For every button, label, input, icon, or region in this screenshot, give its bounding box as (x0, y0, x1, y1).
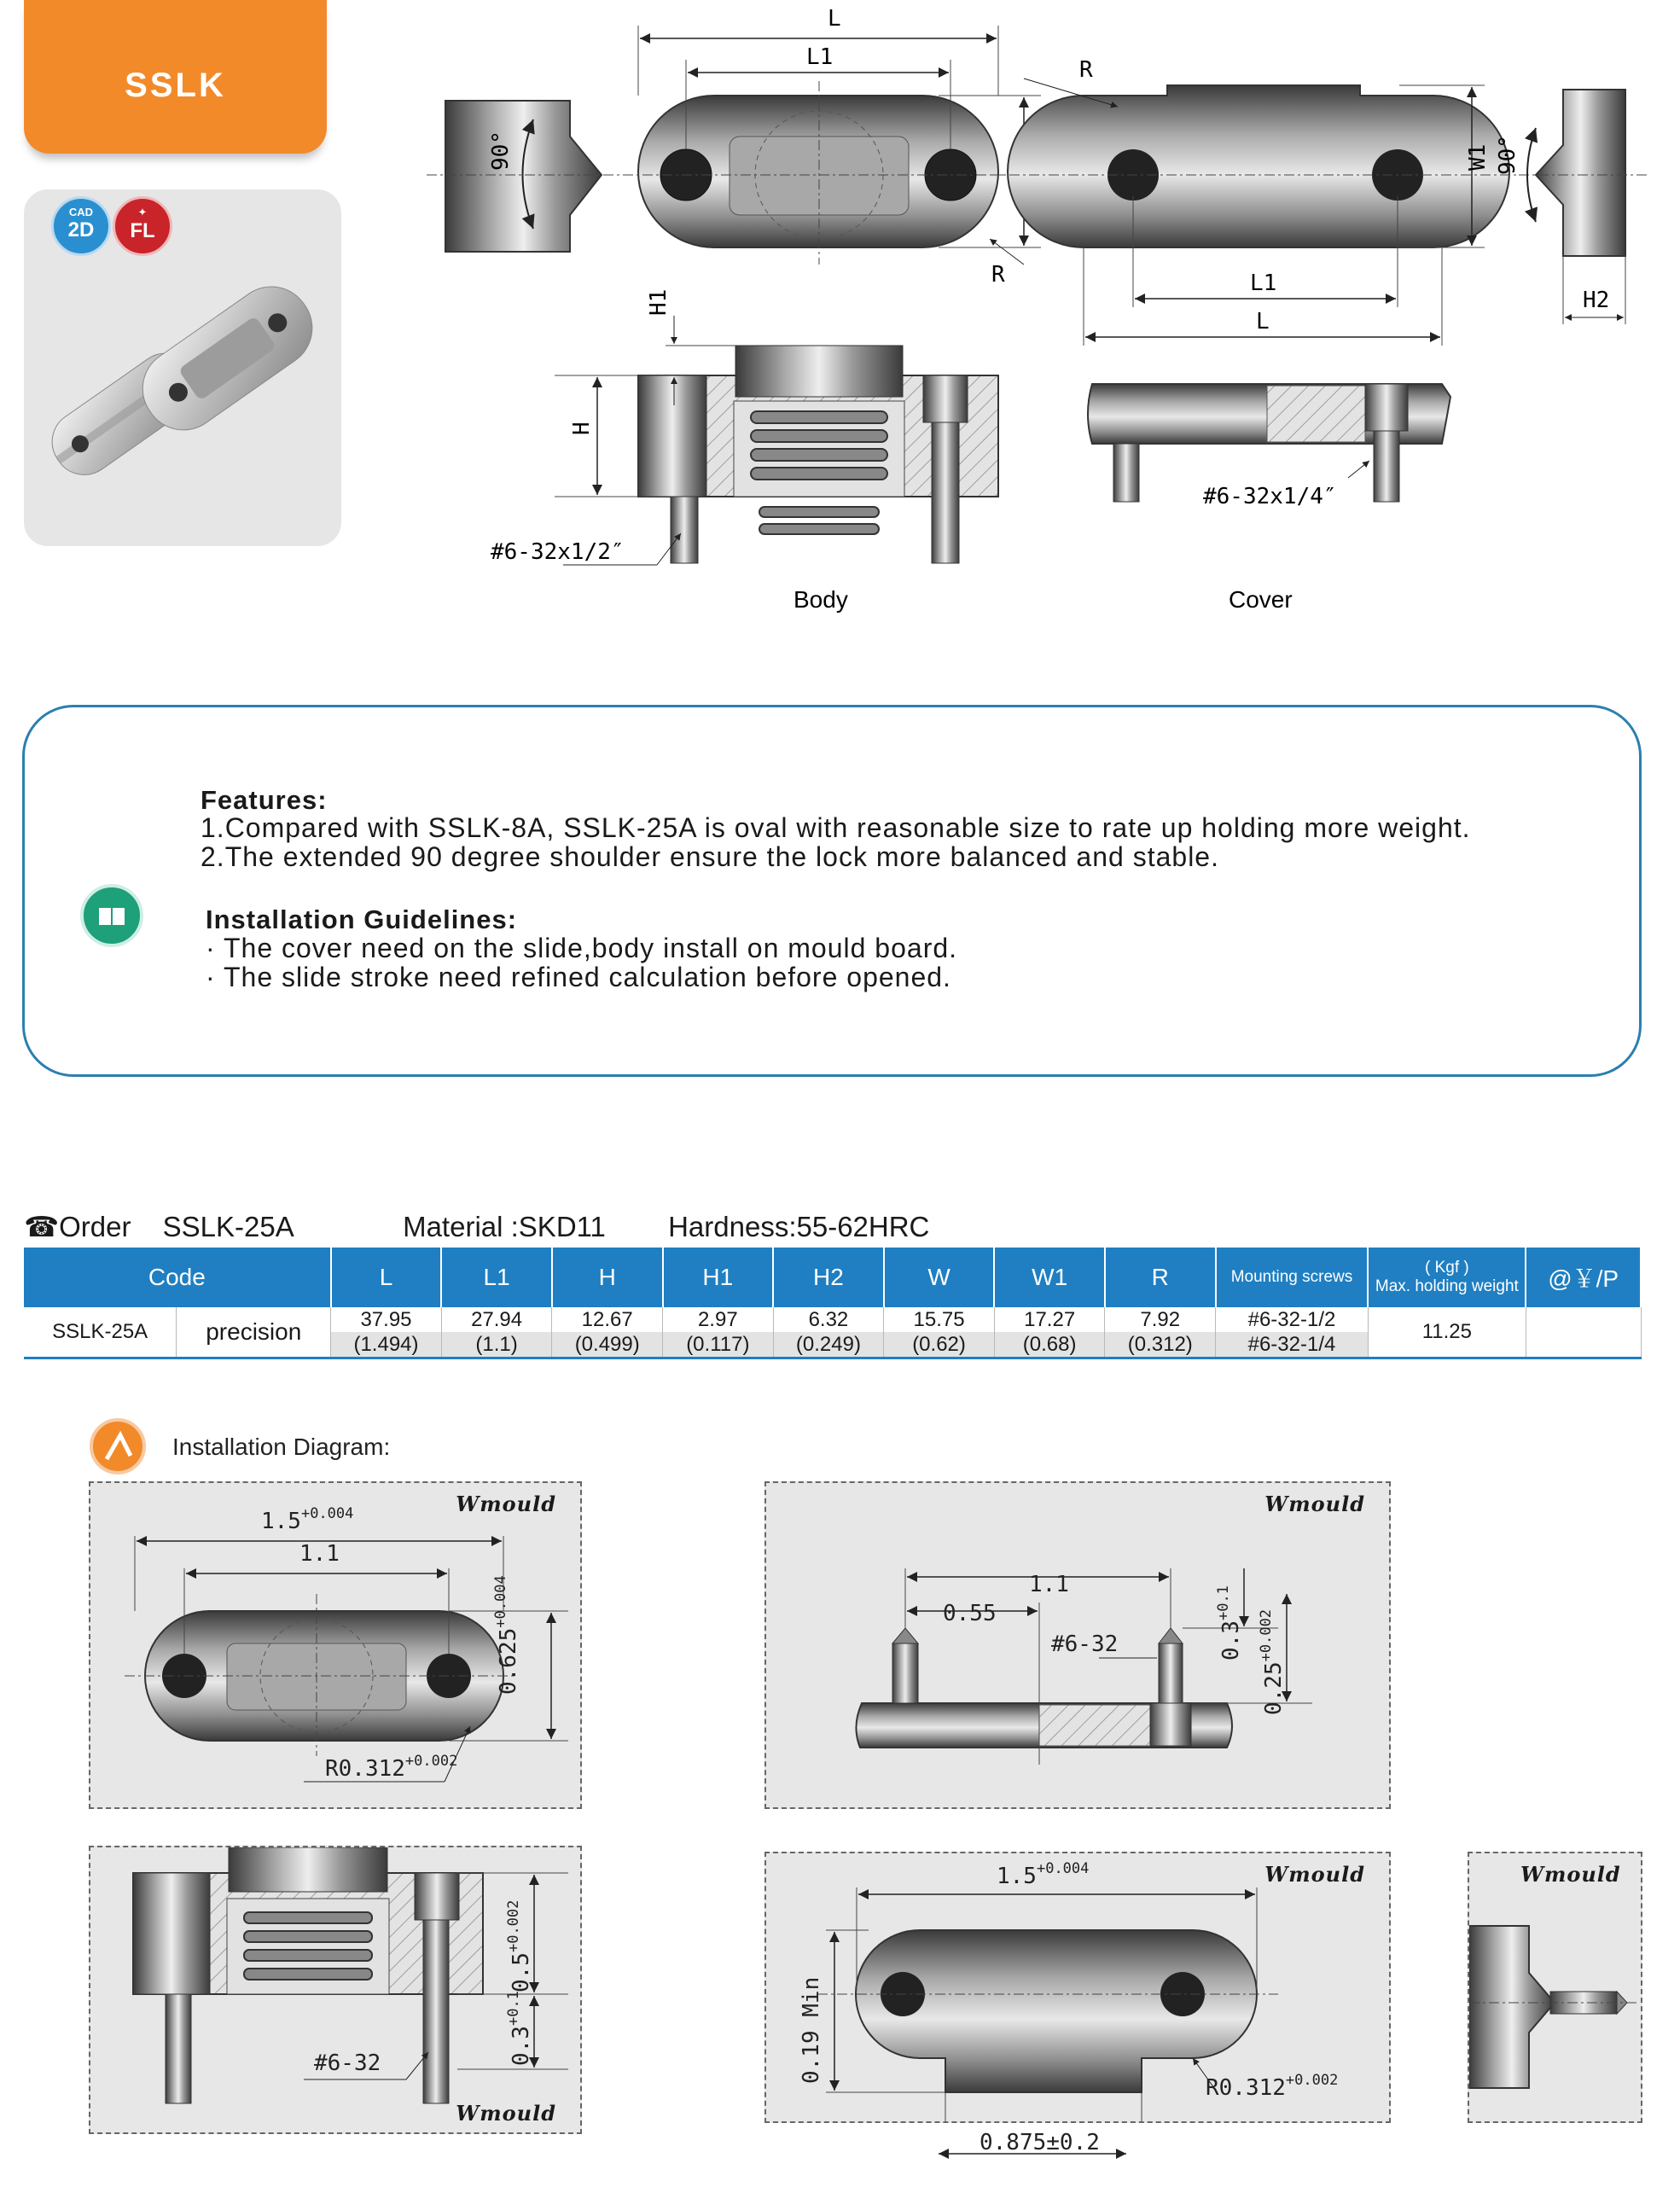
table-row (24, 1307, 1641, 1332)
cell-grade: precision (177, 1307, 331, 1358)
cell-W-mm: 15.75 (884, 1307, 995, 1332)
dim-r0-312: R0.312 (325, 1756, 405, 1782)
cover-caption: Cover (1229, 586, 1293, 613)
order-line (24, 1210, 929, 1243)
product-title: SSLK (125, 67, 226, 104)
manual-book-icon (80, 884, 143, 947)
th-R: R (1105, 1248, 1216, 1307)
fl-badge-label: FL (130, 219, 155, 242)
brand-watermark: Wmould (1264, 1862, 1365, 1887)
body-R-label: R (991, 262, 1005, 288)
cell-W1-inch: (0.68) (994, 1332, 1105, 1358)
th-weight-label: Max. holding weight (1375, 1277, 1519, 1295)
install-item-1: · The cover need on the slide,body install on mould board. (206, 933, 958, 963)
cell-code: SSLK-25A (24, 1307, 177, 1358)
cell-W1-mm: 17.27 (994, 1307, 1105, 1332)
brand-watermark: Wmould (456, 2101, 556, 2126)
tol-r-b: +0.002 (1285, 2072, 1339, 2089)
tol-0-5: +0.002 (505, 1899, 522, 1953)
cell-H-mm: 12.67 (552, 1307, 663, 1332)
order-hardness: Hardness:55-62HRC (668, 1211, 930, 1242)
order-material: Material :SKD11 (403, 1211, 606, 1242)
cover-R-label: R (1079, 57, 1093, 83)
install-panel-top-view (89, 1481, 582, 1809)
tol-0-25: +0.002 (1258, 1608, 1275, 1662)
install-panel-cover-section (764, 1481, 1391, 1809)
dim-0-55: 0.55 (943, 1601, 997, 1626)
dim-0-5: 0.5 (509, 1952, 534, 1992)
th-weight (1368, 1248, 1526, 1307)
installation-diagram-title: Installation Diagram: (172, 1434, 391, 1460)
body-L-label: L (828, 6, 841, 32)
th-screws: Mounting screws (1216, 1248, 1369, 1307)
dim-1-5: 1.5 (261, 1509, 301, 1534)
body-side-view (427, 101, 623, 252)
cell-R-mm: 7.92 (1105, 1307, 1216, 1332)
features-title: Features: (201, 785, 328, 815)
cell-L-mm: 37.95 (331, 1307, 442, 1332)
phone-icon: ☎ (24, 1211, 60, 1242)
dim-0-19-min: 0.19 Min (799, 1976, 824, 2084)
install-panel-cover-top (764, 1852, 1391, 2123)
dim-0-3-a: 0.3 (509, 2026, 534, 2066)
cell-H2-inch: (0.249) (773, 1332, 884, 1358)
cell-H1-inch: (0.117) (663, 1332, 774, 1358)
dim-0-875: 0.875±0.2 (980, 2130, 1100, 2155)
feature-item-2: 2.The extended 90 degree shoulder ensure the lock more balanced and stable. (201, 841, 1219, 872)
body-screw-label: #6-32x1/2″ (491, 539, 625, 565)
cad-badge-label: CAD (68, 206, 94, 218)
th-H: H (552, 1248, 663, 1307)
table-header-row (24, 1248, 1641, 1307)
dim-r0-312-b: R0.312 (1206, 2075, 1286, 2101)
cell-screw-2: #6-32-1/4 (1216, 1332, 1369, 1358)
body-L1-label: L1 (806, 44, 834, 70)
th-W1: W1 (994, 1248, 1105, 1307)
installation-tools-icon (90, 1418, 146, 1474)
cell-L1-inch: (1.1) (441, 1332, 552, 1358)
cover-side-view (1495, 90, 1647, 324)
dim-0-875-line (930, 2116, 1135, 2167)
technical-drawing (427, 0, 1655, 631)
cell-H1-mm: 2.97 (663, 1307, 774, 1332)
body-top-view (623, 6, 1057, 288)
cover-section-view (1088, 384, 1450, 613)
body-H-label: H (569, 422, 595, 435)
tol-0-3-a: +0.1 (505, 1991, 522, 2027)
spec-table (24, 1248, 1642, 1359)
tol-1-5-b: +0.004 (1036, 1860, 1090, 1877)
th-L: L (331, 1248, 442, 1307)
th-W: W (884, 1248, 995, 1307)
install-screw-label-b: #6-32 (1051, 1632, 1119, 1657)
tol-r-0-002: +0.002 (404, 1753, 458, 1770)
cover-W1-label: W1 (1465, 143, 1491, 171)
install-panel-side-view (1468, 1852, 1642, 2123)
th-H1: H1 (663, 1248, 774, 1307)
cell-H-inch: (0.499) (552, 1332, 663, 1358)
cell-H2-mm: 6.32 (773, 1307, 884, 1332)
tol-0-004: +0.004 (300, 1505, 354, 1522)
cover-screw-label: #6-32x1/4″ (1203, 484, 1337, 509)
tol-0-3-b: +0.1 (1215, 1585, 1232, 1621)
brand-watermark: Wmould (1264, 1492, 1365, 1516)
cad-2d-badge (51, 196, 111, 256)
installation-guidelines-title: Installation Guidelines: (206, 904, 518, 934)
install-side-drawing (1469, 1853, 1640, 2121)
dim-1-1: 1.1 (299, 1541, 340, 1567)
install-screw-label-a: #6-32 (314, 2050, 381, 2076)
order-model: SSLK-25A (162, 1211, 293, 1242)
cell-R-inch: (0.312) (1105, 1332, 1216, 1358)
dim-0-25: 0.25 (1261, 1661, 1287, 1715)
cell-L-inch: (1.494) (331, 1332, 442, 1358)
body-H1-label: H1 (646, 288, 671, 316)
cell-weight: 11.25 (1368, 1307, 1526, 1358)
body-section-view (491, 289, 998, 613)
th-kgf: ( Kgf ) (1424, 1259, 1469, 1277)
cell-L1-mm: 27.94 (441, 1307, 552, 1332)
fl-badge (113, 196, 172, 256)
dim-0-625: 0.625 (496, 1627, 521, 1695)
tol-0625: +0.004 (492, 1575, 509, 1628)
feature-item-1: 1.Compared with SSLK-8A, SSLK-25A is oval with reasonable size to rate up holding more weight. (201, 812, 1471, 843)
th-code: Code (24, 1248, 331, 1307)
brand-watermark: Wmould (1520, 1862, 1621, 1887)
order-label: Order (59, 1211, 131, 1242)
brand-watermark: Wmould (456, 1492, 556, 1516)
cad-badge-sub: 2D (67, 218, 95, 241)
install-item-2: · The slide stroke need refined calculation before opened. (206, 962, 951, 992)
product-tab (24, 0, 327, 154)
cell-screw-1: #6-32-1/2 (1216, 1307, 1369, 1332)
features-panel (22, 705, 1642, 1077)
cover-top-view (990, 57, 1519, 346)
dim-1-1-b: 1.1 (1029, 1572, 1069, 1597)
cover-L-label: L (1256, 309, 1270, 334)
th-price: @￥/P (1526, 1248, 1641, 1307)
th-H2: H2 (773, 1248, 884, 1307)
body-angle-label: 90° (488, 131, 514, 171)
fl-badge-stamp-icon: ✦ (137, 206, 148, 218)
install-panel-body-section (89, 1846, 582, 2134)
cover-angle-label: 90° (1495, 135, 1520, 175)
dim-0-3-b: 0.3 (1218, 1620, 1244, 1661)
body-caption: Body (793, 586, 848, 613)
cell-price (1526, 1307, 1641, 1358)
cell-W-inch: (0.62) (884, 1332, 995, 1358)
install-body-section-drawing (90, 1847, 580, 2132)
dim-1-5-b: 1.5 (997, 1864, 1037, 1889)
cover-L1-label: L1 (1250, 270, 1277, 296)
cover-H2-label: H2 (1583, 288, 1610, 313)
th-L1: L1 (441, 1248, 552, 1307)
